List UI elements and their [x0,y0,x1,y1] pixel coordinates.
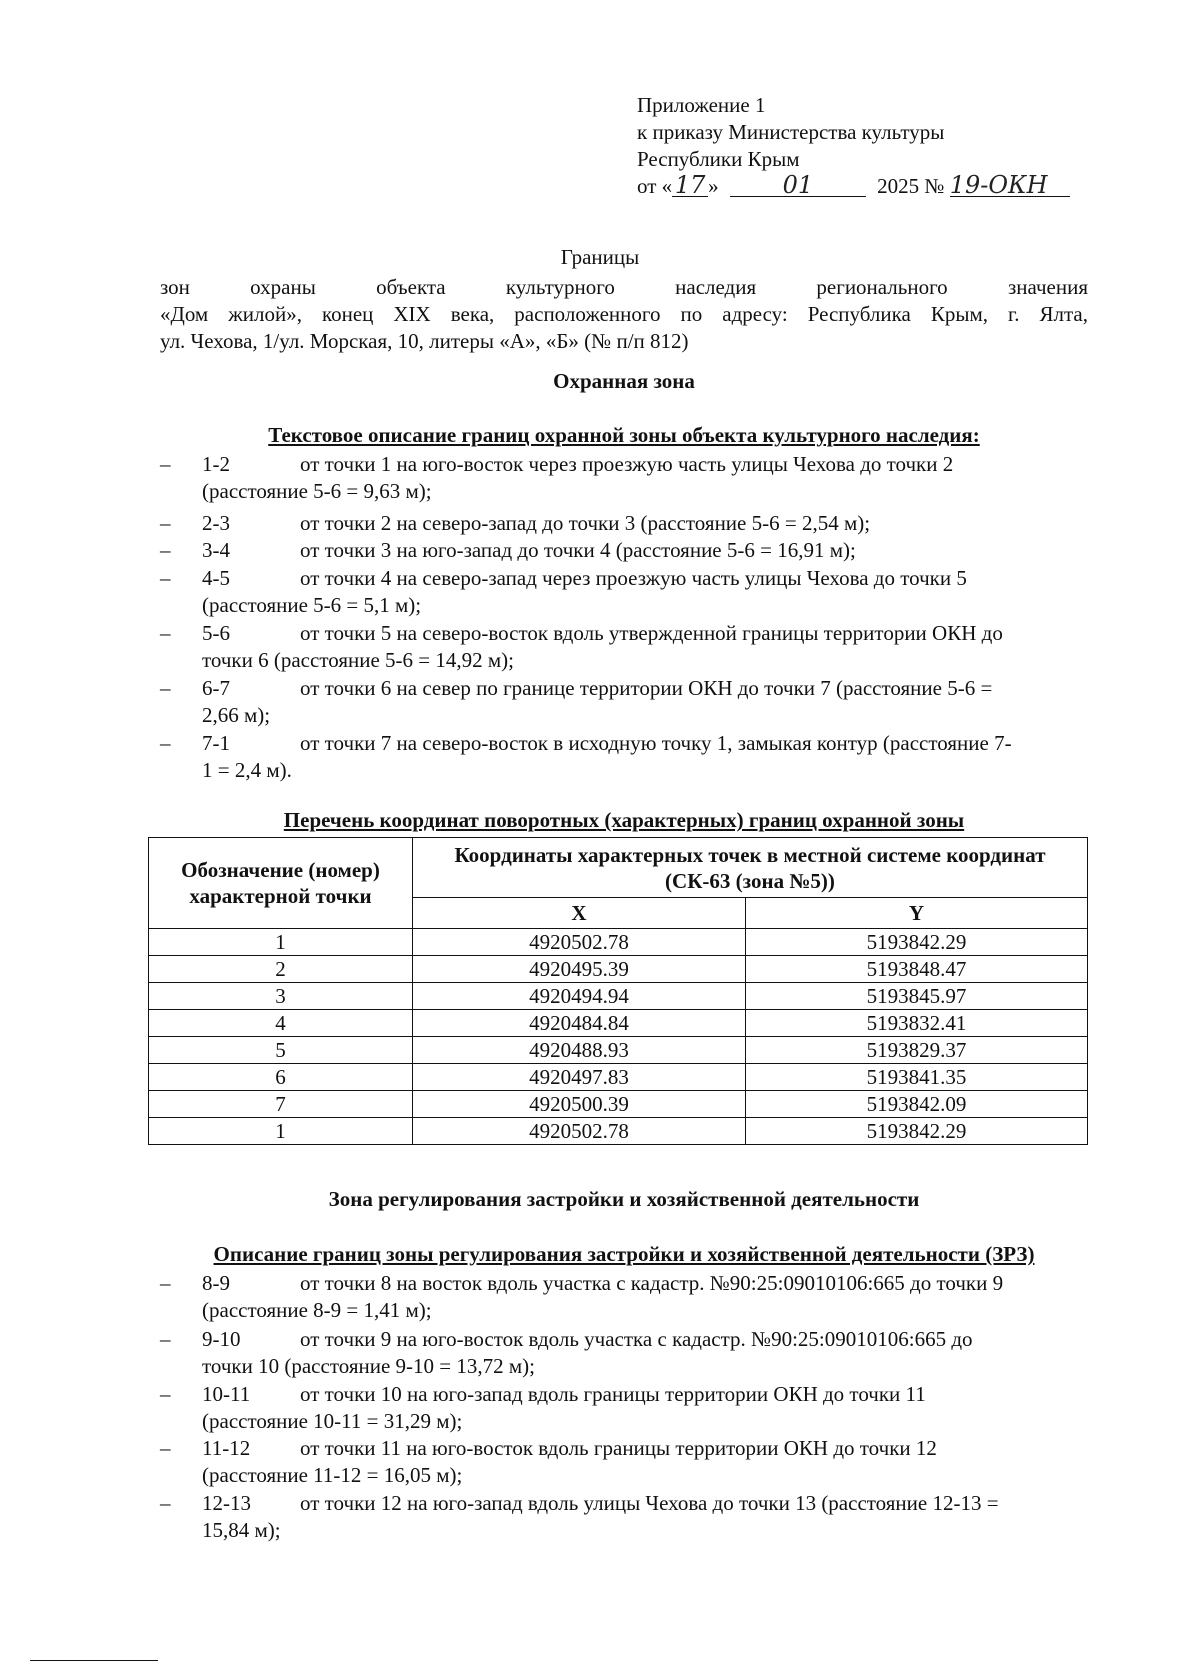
table-row [149,983,1088,1010]
list-item [160,1326,1088,1380]
segment-description-cont: (расстояние 5-6 = 5,1 м); [202,593,422,617]
date-mid: » [708,174,719,198]
table-row [149,1064,1088,1091]
segment-description: от точки 3 на юго-запад до точки 4 (расстояние 5-6 = 16,91 м); [300,538,856,562]
segment-description: от точки 6 на север по границе территории ОКН до точки 7 (расстояние 5-6 = [300,676,993,700]
year-label: 2025 № [877,174,945,198]
regulation-zone-heading: Зона регулирования застройки и хозяйственной деятельности [328,1187,920,1211]
list-item [160,451,1088,505]
segment-description: от точки 7 на северо-восток в исходную точку 1, замыкая контур (расстояние 7- [300,731,1012,755]
segment-code: 9-10 [202,1327,241,1351]
coord-x: 4920495.39 [413,956,746,983]
point-number: 6 [149,1064,413,1091]
segment-code: 5-6 [202,621,230,645]
point-number: 7 [149,1091,413,1118]
list-dash: – [160,731,171,755]
list-item [160,510,1088,537]
list-item [160,1381,1088,1435]
table-row [149,1037,1088,1064]
title-line-2: зон охраны объекта культурного наследия регионального значения [160,275,1088,299]
point-number: 5 [149,1037,413,1064]
col-point-number-header: Обозначение (номер) характерной точки [149,838,413,929]
segment-code: 12-13 [202,1491,251,1515]
list-dash: – [160,1436,171,1460]
coord-y: 5193842.09 [746,1091,1088,1118]
list-item [160,565,1088,619]
table-row [149,1010,1088,1037]
handwritten-month: 01 [730,174,866,197]
list-dash: – [160,1382,171,1406]
segment-description: от точки 9 на юго-восток вдоль участка с кадастр. №90:25:09010106:665 до [300,1327,973,1351]
point-number: 2 [149,956,413,983]
protection-zone-subheading: Текстовое описание границ охранной зоны объекта культурного наследия: [268,423,980,447]
segment-description: от точки 11 на юго-восток вдоль границы территории ОКН до точки 12 [300,1436,937,1460]
segment-description: от точки 5 на северо-восток вдоль утвержденной границы территории ОКН до [300,621,1003,645]
coord-y: 5193845.97 [746,983,1088,1010]
segment-code: 11-12 [202,1436,251,1460]
segment-description-cont: 1 = 2,4 м). [202,758,292,782]
segment-description-cont: (расстояние 5-6 = 9,63 м); [202,479,432,503]
title-line-4: ул. Чехова, 1/ул. Морская, 10, литеры «А», «Б» (№ п/п 812) [160,329,689,353]
protection-zone-heading: Охранная зона [553,369,695,393]
coord-x: 4920494.94 [413,983,746,1010]
col-x-header: X [413,898,746,929]
coord-y: 5193842.29 [746,929,1088,956]
coordinates-table [148,837,1088,1145]
table-row [149,1091,1088,1118]
segment-description: от точки 4 на северо-запад через проезжую часть улицы Чехова до точки 5 [300,566,967,590]
segment-description: от точки 2 на северо-запад до точки 3 (расстояние 5-6 = 2,54 м); [300,511,871,535]
coord-y: 5193842.29 [746,1118,1088,1145]
coord-x: 4920484.84 [413,1010,746,1037]
coord-x: 4920502.78 [413,1118,746,1145]
list-item [160,1435,1088,1489]
segment-code: 3-4 [202,538,230,562]
segment-code: 1-2 [202,452,230,476]
segment-description-cont: (расстояние 10-11 = 31,29 м); [202,1409,463,1433]
table-row [149,956,1088,983]
coord-x: 4920500.39 [413,1091,746,1118]
segment-code: 6-7 [202,676,230,700]
segment-description: от точки 10 на юго-запад вдоль границы территории ОКН до точки 11 [300,1382,926,1406]
coord-x: 4920488.93 [413,1037,746,1064]
list-dash: – [160,676,171,700]
coord-y: 5193832.41 [746,1010,1088,1037]
col-y-header: Y [746,898,1088,929]
list-item [160,620,1088,674]
point-number: 1 [149,1118,413,1145]
order-reference-cont: Республики Крым [637,147,800,171]
date-prefix: от « [637,174,673,198]
segment-code: 7-1 [202,731,230,755]
footnote-divider [30,1660,158,1661]
appendix-header [637,92,1070,200]
order-date-line [637,173,1070,200]
list-dash: – [160,621,171,645]
list-item [160,675,1088,729]
list-dash: – [160,538,171,562]
list-dash: – [160,566,171,590]
segment-description-cont: (расстояние 11-12 = 16,05 м); [202,1463,463,1487]
order-reference: к приказу Министерства культуры [637,120,945,144]
segment-code: 4-5 [202,566,230,590]
appendix-label: Приложение 1 [637,93,766,117]
coordinates-table-caption: Перечень координат поворотных (характерных) границ охранной зоны [283,808,965,832]
coord-x: 4920502.78 [413,929,746,956]
handwritten-day: 17 [672,174,708,197]
point-number: 3 [149,983,413,1010]
coord-x: 4920497.83 [413,1064,746,1091]
document-title: Границы [560,245,640,269]
segment-description-cont: точки 6 (расстояние 5-6 = 14,92 м); [202,648,514,672]
list-dash: – [160,511,171,535]
list-item [160,1490,1088,1544]
segment-description-cont: 2,66 м); [202,703,271,727]
segment-description-cont: 15,84 м); [202,1518,281,1542]
table-row [149,929,1088,956]
segment-description-cont: (расстояние 8-9 = 1,41 м); [202,1298,432,1322]
segment-description: от точки 8 на восток вдоль участка с кадастр. №90:25:09010106:665 до точки 9 [300,1271,1004,1295]
title-line-3: «Дом жилой», конец XIX века, расположенного по адресу: Республика Крым, г. Ялта, [160,302,1088,326]
point-number: 4 [149,1010,413,1037]
segment-description: от точки 12 на юго-запад вдоль улицы Чехова до точки 13 (расстояние 12-13 = [300,1491,999,1515]
segment-code: 10-11 [202,1382,251,1406]
list-item [160,537,1088,564]
segment-code: 2-3 [202,511,230,535]
segment-code: 8-9 [202,1271,230,1295]
coordinates-group-header: Координаты характерных точек в местной системе координат (СК-63 (зона №5)) [413,838,1088,898]
handwritten-order-number: 19-ОКН [950,174,1070,197]
coord-y: 5193829.37 [746,1037,1088,1064]
regulation-zone-subheading: Описание границ зоны регулирования застройки и хозяйственной деятельности (ЗРЗ) [213,1242,1035,1266]
list-dash: – [160,1327,171,1351]
coord-y: 5193848.47 [746,956,1088,983]
list-dash: – [160,1491,171,1515]
list-item [160,730,1088,784]
list-item [160,1270,1088,1324]
list-dash: – [160,1271,171,1295]
segment-description-cont: точки 10 (расстояние 9-10 = 13,72 м); [202,1354,535,1378]
point-number: 1 [149,929,413,956]
table-row [149,1118,1088,1145]
segment-description: от точки 1 на юго-восток через проезжую часть улицы Чехова до точки 2 [300,452,954,476]
list-dash: – [160,452,171,476]
coord-y: 5193841.35 [746,1064,1088,1091]
